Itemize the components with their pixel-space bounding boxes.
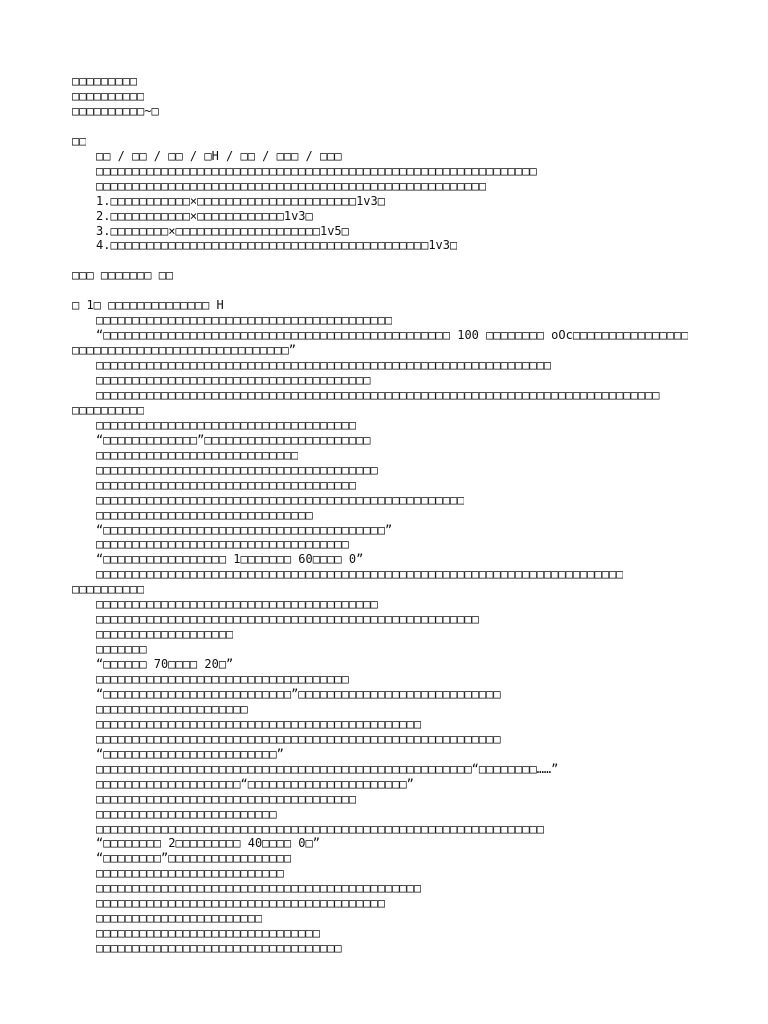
document-line: “□□□□□□□□ 2□□□□□□□□□ 40□□□□ 0□” (96, 836, 320, 850)
document-line: □□ / □□ / □□ / □H / □□ / □□□ / □□□ (96, 149, 342, 163)
document-line: 1.□□□□□□□□□□□×□□□□□□□□□□□□□□□□□□□□□□1v3□ (96, 194, 385, 208)
document-line: □□□□□□□□□□□□□□□□□□□□□□□□□□□□□□□□□□□□□□□□□□□□□ (96, 881, 422, 895)
document-line: □□□□□□□□□□□□□□□□□□□□□□□□□□□□□□□□□□□□□□□□□ (96, 313, 393, 327)
document-line: □□□□□□□□□□□□□□□□□□□□□□□□□□□□□□□□□□□□□□□□□□□□□□□□□□□□□□□□□□□□□□□ (96, 358, 552, 372)
document-line: □□□□□□□□□□□□□□□□□□□□□□□□□□□□□□□□□□□ (96, 672, 349, 686)
document-line: □□□□□□□□□□□□□□□□□□□□□□□□□□□□□□□□□□ (96, 941, 342, 955)
document-line: □□□□□□□□□□□□□□□□□□□□□□□□□□□□□□□□□□□□□□□□□□□□□□□□□□□□□□□□□□□□□□□□□□□□□□□□□ (96, 567, 624, 581)
document-line: “□□□□□□ 70□□□□ 20□” (96, 657, 234, 671)
document-line: “□□□□□□□□□□□□□□□□□□□□□□□□□□□□□□□□□□□□□□□” (96, 523, 393, 537)
document-line: □□□□□□□□□□□□□□□□□□□□“□□□□□□□□□□□□□□□□□□□□□□” (96, 777, 414, 791)
document-line: “□□□□□□□□□□□□□”□□□□□□□□□□□□□□□□□□□□□□□ (96, 433, 371, 447)
document-line: □□□□□□□□□□□□□□□□□□□□□□□□□□□□□□□□□□□□□□□□□□□□□□□□□□□□□□□□ (96, 732, 501, 746)
document-line: □□□□□□□□□□□□□□□□□□□□□□□□□□□□□□□□□□□□ (96, 478, 357, 492)
document-line: □□□□□□□□□□□□□□□□□□□□□□□ (96, 911, 263, 925)
document-line: □ 1□ □□□□□□□□□□□□□□ H (72, 298, 224, 312)
document-line: □□□□□□□□□□□□□□□□□□□□□□□□□□□□□□□□□□□□□□□□□□□□□ (96, 717, 422, 731)
document-line: □□□□□□□□□□□□□□□□□□□□□□□□□□□□□□□□□□□ (96, 537, 349, 551)
document-line: □□ (72, 134, 87, 148)
document-line: □□□□□□□□□□□□□□□□□□□□□□□□□□□□□□ (96, 508, 313, 522)
document-line: □□□□□□□□□□□□□□□□□□□□□□□□□□□□□□□□□□□□□□ (96, 373, 371, 387)
document-line: □□□□□□□□□□□□□□□□□□□□□□□□□□□□□□□□□□□□□□□□□□□□□□□□□□□□□□ (96, 179, 487, 193)
document-line: □□□□□□□□□□□□□□□□□□□□□□□□□□□□□□□□□□□□□□□ (96, 597, 378, 611)
document-line: “□□□□□□□□□□□□□□□□□□□□□□□□□□”□□□□□□□□□□□□□□□□□□□□□□□□□□□□ (96, 687, 501, 701)
document-line: “□□□□□□□□□□□□□□□□□□□□□□□□” (96, 747, 284, 761)
document-line: “□□□□□□□□□□□□□□□□□ 1□□□□□□□ 60□□□□ 0” (96, 552, 364, 566)
document-line: □□□□□□□□□□□□□□□□□□□□□□□□□□ (96, 866, 284, 880)
document-line: □□□□□□□□□□□□□□□□□□□□□□□□□□□□ (96, 448, 299, 462)
document-line: □□□□□□□□□□ (72, 582, 145, 596)
document-line: □□□□□□□□□□□□□□□□□□□□□□□□□ (96, 807, 277, 821)
document-line: □□□□□□□□□□ (72, 403, 145, 417)
document-line: “□□□□□□□□□□□□□□□□□□□□□□□□□□□□□□□□□□□□□□□□□□□□□□□□ 100 □□□□□□□□ oOc□□□□□□□□□□□□□□□□ (96, 328, 689, 342)
document-line: □□□□□□□□□□□□□□□□□□□□□□□□□□□□□□□□□□□□□□□□□□□□□□□□□□□ (96, 493, 465, 507)
document-line: 2.□□□□□□□□□□□×□□□□□□□□□□□□1v3□ (96, 209, 313, 223)
document-line: □□□□□□□□□□□□□□□□□□□□□□□□□□□□□□” (72, 343, 296, 357)
document-line: □□□□□□□□□□□□□□□□□□□□□□□□□□□□□□□□□□□□ (96, 418, 357, 432)
document-line: □□□□□□□□□□□□□□□□□□□□□□□□□□□□□□□□□□□□□□□□□□□□□□□□□□□□□□□□□□□□□□□□□□□□□□□□□□□□□□ (96, 388, 660, 402)
document-line: □□□□□□□ (96, 642, 147, 656)
document-line: 3.□□□□□□□□×□□□□□□□□□□□□□□□□□□□□1v5□ (96, 224, 349, 238)
document-line: □□□□□□□□□□□□□□□□□□□□□□□□□□□□□□□□□□□□□□□□□□□□□□□□□□□□□□□□□□□□□□ (96, 822, 544, 836)
document-line: □□□□□□□□□□□□□□□□□□□□□ (96, 702, 248, 716)
document-line: □□□□□□□□□□□□□□□□□□□□□□□□□□□□□□□□□□□□□□□□□□□□□□□□□□□□□ (96, 612, 479, 626)
document-line: □□□□□□□□□□□□□□□□□□□ (96, 627, 234, 641)
document-line: □□□□□□□□□□ (72, 89, 145, 103)
document-line: □□□□□□□□□□~□ (72, 104, 159, 118)
document-line: 4.□□□□□□□□□□□□□□□□□□□□□□□□□□□□□□□□□□□□□□□□□□□□1v3□ (96, 238, 458, 252)
document-line: □□□□□□□□□□□□□□□□□□□□□□□□□□□□□□□□□□□□□□□□□□□□□□□□□□□□“□□□□□□□□……” (96, 762, 559, 776)
document-line: □□□□□□□□□ (72, 74, 138, 88)
document-line: □□□ □□□□□□□ □□ (72, 268, 174, 282)
document-line: □□□□□□□□□□□□□□□□□□□□□□□□□□□□□□□□□□□□□□□□□□□□□□□□□□□□□□□□□□□□□ (96, 164, 537, 178)
document-line: □□□□□□□□□□□□□□□□□□□□□□□□□□□□□□□ (96, 926, 320, 940)
document-line: “□□□□□□□□”□□□□□□□□□□□□□□□□□ (96, 851, 292, 865)
document-line: □□□□□□□□□□□□□□□□□□□□□□□□□□□□□□□□□□□□□□□□ (96, 896, 385, 910)
document-line: □□□□□□□□□□□□□□□□□□□□□□□□□□□□□□□□□□□□ (96, 792, 357, 806)
document-line: □□□□□□□□□□□□□□□□□□□□□□□□□□□□□□□□□□□□□□□ (96, 463, 378, 477)
